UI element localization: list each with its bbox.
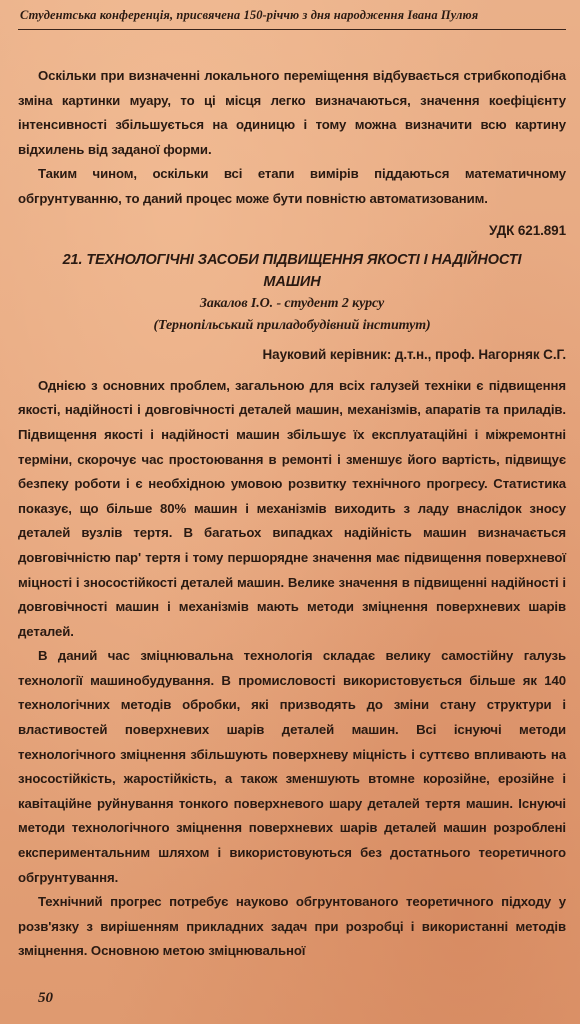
article-title-line: 21. ТЕХНОЛОГІЧНІ ЗАСОБИ ПІДВИЩЕННЯ ЯКОСТІ І НАДІЙНОСТІ xyxy=(62,252,522,269)
page-body xyxy=(18,64,566,964)
article-institute: (Тернопільський приладобудівний інститут) xyxy=(153,318,431,334)
article-title-line: МАШИН xyxy=(263,274,321,291)
page-number: 50 xyxy=(38,990,53,1006)
article-title xyxy=(18,249,566,293)
article-author: Закалов І.О. - студент 2 курсу xyxy=(199,296,385,312)
paragraph: Оскільки при визначенні локального переміщення відбувається стрибкоподібна зміна картинки муару, то ці місця легко визначаються, значення коефіцієнту інтенсивності збільшується на одиницю і тому можна визначити всю картину відхилень від заданої форми. xyxy=(18,68,566,157)
paragraph: В даний час зміцнювальна технологія складає велику самостійну галузь технології машинобудування. В промисловості використовується більше як 140 технологічних методів обробки, які призводять до зміни стану структури і властивостей поверхневих шарів деталей машин. Всі існуючі методи технологічного зміцнення збільшують поверхневу міцність і суттєво впливають на зносостійкість, жаростійкість, а також зменшують втомне корозійне, ерозійне і кавітаційне руйнування тонкого поверхневого шару деталей тертя машин. Існуючі методи технологічного зміцнення поверхневих шарів деталей машин розроблені експериментальним шляхом і використовуються без достатнього теоретичного обгрунтування. xyxy=(18,648,566,885)
paragraph: Однією з основних проблем, загальною для всіх галузей техніки є підвищення якості, надійності і довговічності деталей машин, механізмів, апаратів та приладів. Підвищення якості і надійності машин збільшує їх експлуатаційні і міжремонтні терміни, скорочує час простоювання в ремонті і зменшує його вартість, підвищує безпеку роботи і є необхідною умовою розвитку технічного прогресу. Статистика показує, що більше 80% машин і механізмів виходить з ладу внаслідок зносу деталей вузлів тертя. В багатьох випадках надійність машин визначається довговічністю пар' тертя і тому першорядне значення має підвищення поверхневої міцності і зносостійкості деталей машин. Велике значення в підвищенні надійності і довговічності машин і механізмів мають методи зміцнення поверхневих шарів деталей. xyxy=(18,377,566,639)
paragraph: Таким чином, оскільки всі етапи вимірів піддаються математичному обгрунтуванню, то даний процес може бути повністю автоматизованим. xyxy=(18,166,566,206)
udk-code: УДК 621.891 xyxy=(488,222,566,238)
scientific-supervisor: Науковий керівник: д.т.н., проф. Нагорняк С.Г. xyxy=(262,347,566,363)
paragraph: Технічний прогрес потребує науково обгрунтованого теоретичного підходу у розв'язку з вирішенням прикладних задач при розробці і використанні методів зміцнення. Основною метою зміцнювальної xyxy=(18,894,566,959)
running-header: Студентська конференція, присвячена 150-річчю з дня народження Івана Пулюя xyxy=(18,8,566,30)
